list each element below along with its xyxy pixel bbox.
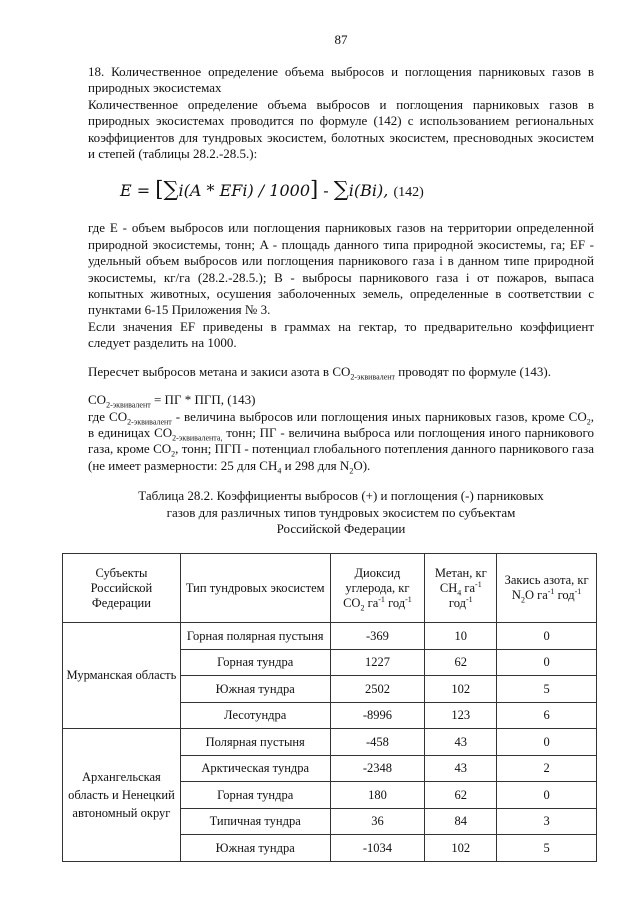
n2o-value-cell: 0 [497, 649, 597, 676]
n2o-value-cell: 0 [497, 729, 597, 756]
ch4-value-cell: 43 [425, 729, 497, 756]
n2o-value-cell: 6 [497, 702, 597, 729]
n2o-value-cell: 0 [497, 782, 597, 809]
paragraph-definitions [88, 220, 594, 318]
section-heading [88, 64, 594, 97]
ch4-value-cell: 102 [425, 676, 497, 703]
formula-143: $CO_{2-эквивалент}$ = ПГ * ПГП, (143) [88, 392, 256, 410]
ecosystem-type-cell: Полярная пустыня [180, 729, 330, 756]
caption-line: газов для различных типов тундровых экосистем по субъектам [166, 504, 516, 520]
formula-part1: i(A * EFi) / 1000 [178, 181, 310, 201]
table-row [63, 623, 597, 650]
ecosystem-type-cell: Южная тундра [180, 676, 330, 703]
emission-factors-table [62, 553, 597, 862]
n2o-value-cell: 3 [497, 808, 597, 835]
co2-value-cell: -1034 [330, 835, 425, 862]
n2o-value-cell: 5 [497, 835, 597, 862]
formula-part2: i(Bi), [348, 181, 389, 201]
paragraph-ef-note [88, 319, 594, 352]
header-ecosystem-type: Тип тундровых экосистем [180, 554, 330, 623]
ecosystem-type-cell: Горная тундра [180, 649, 330, 676]
ch4-value-cell: 123 [425, 702, 497, 729]
region-cell: Мурманская область [63, 623, 181, 729]
co2-value-cell: 2502 [330, 676, 425, 703]
table-caption [111, 488, 571, 537]
co2-value-cell: 180 [330, 782, 425, 809]
paragraph-ef-note-text: Если значения EF приведены в граммах на гектар, то предварительно коэффициент следует разделить на 1000. [88, 318, 594, 351]
formula-lhs: E [120, 181, 132, 201]
caption-line: Российской Федерации [276, 520, 406, 536]
ecosystem-type-cell: Арктическая тундра [180, 755, 330, 782]
ecosystem-type-cell: Южная тундра [180, 835, 330, 862]
header-co2: Диоксид углерода, кг $CO_2$ $га^{-1}$ год$^{-1}$ [330, 554, 425, 623]
caption-line: Таблица 28.2. Коэффициенты выбросов (+) и поглощения (-) парниковых [138, 488, 544, 504]
ch4-value-cell: 62 [425, 649, 497, 676]
ch4-value-cell: 43 [425, 755, 497, 782]
paragraph-intro [88, 97, 594, 163]
header-subjects: Субъекты Российской Федерации [63, 554, 181, 623]
table-row [63, 729, 597, 756]
ecosystem-type-cell: Горная полярная пустыня [180, 623, 330, 650]
ecosystem-type-cell: Горная тундра [180, 782, 330, 809]
page-number: 87 [334, 32, 348, 47]
paragraph-conversion: Пересчет выбросов метана и закиси азота в $CO_{2-эквивалент}$ проводят по формуле (143). [88, 363, 551, 382]
co2-value-cell: -8996 [330, 702, 425, 729]
paragraph-definitions-text: где E - объем выбросов или поглощения парниковых газов на территории определенной природной экосистемы, тонн; A - площадь данного типа природной экосистемы, га; EF - удельный объем выбросов или поглощения парникового газа i в данном типе природной экосистемы, кг/га (28.2.-28.5.); B - выбросы парникового газа i от пожаров, выпаса копытных животных, осушения заболоченных земель, определенные в соответствии с пунктами 6-15 Приложения № 3. [88, 220, 594, 318]
ch4-value-cell: 84 [425, 808, 497, 835]
co2-value-cell: -369 [330, 623, 425, 650]
n2o-value-cell: 5 [497, 676, 597, 703]
header-ch4: Метан, кг $CH_4$ $га^{-1}$ год$^{-1}$ [425, 554, 497, 623]
n2o-value-cell: 2 [497, 755, 597, 782]
formula-eq: = [136, 181, 151, 201]
table-header-row [63, 554, 597, 623]
paragraph-co2-eq-definitions: где $CO_{2-эквивалент}$ - величина выбросов или поглощения иных парниковых газов, кроме $CO_2$, в единицах $CO_{2-эквивалента,}$ тонн; ПГ - величина выброса или поглощения иного парникового газа, кроме $CO_2$, тонн; ПГП - потенциал глобального потепления данного парникового газа (не имеет размерности: 25 для $CH_4$ и 298 для $N_2O$). [88, 408, 594, 476]
formula-number: (142) [393, 185, 424, 201]
n2o-value-cell: 0 [497, 623, 597, 650]
ecosystem-type-cell: Типичная тундра [180, 808, 330, 835]
ch4-value-cell: 62 [425, 782, 497, 809]
co2-value-cell: -2348 [330, 755, 425, 782]
co2-value-cell: 1227 [330, 649, 425, 676]
region-cell: Архангельская область и Ненецкий автономный округ [63, 729, 181, 862]
ecosystem-type-cell: Лесотундра [180, 702, 330, 729]
co2-value-cell: 36 [330, 808, 425, 835]
co2-value-cell: -458 [330, 729, 425, 756]
ch4-value-cell: 10 [425, 623, 497, 650]
section-heading-text: 18. Количественное определение объема выбросов и поглощения парниковых газов в природных экосистемах [88, 64, 594, 96]
formula-142: E = [∑i(A * EFi) / 1000] - ∑i(Bi), (142) [120, 177, 424, 202]
ch4-value-cell: 102 [425, 835, 497, 862]
paragraph-intro-text: Количественное определение объема выбросов и поглощения парниковых газов в природных экосистемах проводится по формуле (142) с использованием региональных коэффициентов для тундровых экосистем, болотных экосистем, пресноводных экосистем и степей (таблицы 28.2.-28.5.): [88, 96, 594, 162]
header-n2o: Закись азота, кг $N_2O$ $га^{-1}$ год$^{-1}$ [497, 554, 597, 623]
